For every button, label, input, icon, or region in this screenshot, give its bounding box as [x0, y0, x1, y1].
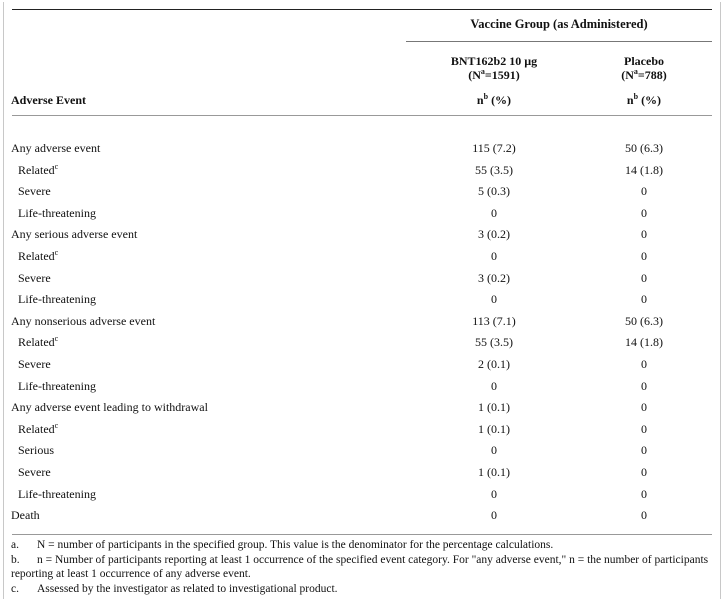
table-row: [4, 487, 720, 509]
placebo-value: 0: [641, 227, 647, 242]
placebo-value: 0: [641, 292, 647, 307]
table-top-rule: [12, 9, 712, 10]
vaccine-value: 0: [491, 486, 497, 501]
header-rule: [12, 115, 712, 116]
table-row: [4, 184, 720, 206]
vaccine-value: 0: [491, 508, 497, 523]
row-label: Life-threatening: [18, 486, 96, 501]
table-row: [4, 227, 720, 249]
vaccine-value: 1 (0.1): [478, 464, 510, 479]
row-label: Severe: [18, 270, 51, 285]
vaccine-value: 1 (0.1): [478, 400, 510, 415]
vaccine-value: 55 (3.5): [475, 162, 513, 177]
group-title: Vaccine Group (as Administered): [470, 17, 648, 31]
table-row: [4, 357, 720, 379]
placebo-value: 0: [641, 248, 647, 263]
table-row: [4, 206, 720, 228]
row-label: Severe: [18, 464, 51, 479]
vaccine-value: 0: [491, 378, 497, 393]
row-label: Related$^c$: [18, 247, 59, 263]
column-header-vaccine: [424, 54, 564, 82]
placebo-value: 0: [641, 443, 647, 458]
vaccine-value: 3 (0.2): [478, 227, 510, 242]
vaccine-value: 113 (7.1): [472, 313, 516, 328]
group-rule: [406, 41, 712, 42]
column-vaccine-name: BNT162b2 10 µg: [450, 54, 538, 68]
row-label: Life-threatening: [18, 378, 96, 393]
vaccine-value: 0: [491, 248, 497, 263]
table-row: [4, 141, 720, 163]
table-row: [4, 314, 720, 336]
placebo-value: 0: [641, 421, 647, 436]
footnote-rule: [12, 534, 712, 535]
row-label-header: Adverse Event: [11, 93, 86, 107]
table-body: [4, 141, 720, 530]
placebo-value: 14 (1.8): [625, 335, 663, 350]
vaccine-value: 5 (0.3): [478, 184, 510, 199]
placebo-value: 0: [641, 464, 647, 479]
footnote-b: b. n = Number of participants reporting at least 1 occurrence of the specified event category. For "any adverse event," n = the number of participants reporting at least 1 occurrence of any adverse event.: [11, 554, 709, 580]
table-row: [4, 379, 720, 401]
table-row: [4, 400, 720, 422]
placebo-value: 0: [641, 486, 647, 501]
vaccine-value: 0: [491, 292, 497, 307]
vaccine-value: 2 (0.1): [478, 356, 510, 371]
column-placebo-n: $(N^a=788)$: [621, 67, 667, 82]
table-row: [4, 249, 720, 271]
placebo-value: 0: [641, 205, 647, 220]
table-row: [4, 508, 720, 530]
table-row: [4, 335, 720, 357]
row-label: Life-threatening: [18, 292, 96, 307]
placebo-value: 50 (6.3): [625, 313, 663, 328]
row-label: Any adverse event leading to withdrawal: [11, 400, 208, 415]
footnote-c: c. Assessed by the investigator as related to investigational product.: [11, 583, 338, 595]
row-label: Related$^c$: [18, 161, 59, 177]
row-label: Severe: [18, 184, 51, 199]
placebo-value: 0: [641, 378, 647, 393]
adverse-event-table: [3, 2, 721, 599]
stat-header-placebo: $n^b$ (%): [626, 92, 662, 107]
vaccine-value: 0: [491, 443, 497, 458]
vaccine-value: 0: [491, 205, 497, 220]
row-label: Any adverse event: [11, 141, 101, 155]
placebo-value: 0: [641, 508, 647, 523]
row-label: Death: [11, 508, 40, 523]
vaccine-value: 55 (3.5): [475, 335, 513, 350]
row-label: Severe: [18, 356, 51, 371]
row-label: Life-threatening: [18, 205, 96, 220]
footnote-a: a. N = number of participants in the specified group. This value is the denominator for the percentage calculations.: [11, 539, 554, 551]
table-row: [4, 465, 720, 487]
placebo-value: 50 (6.3): [625, 141, 663, 155]
column-vaccine-n: $(N^a=1591)$: [468, 67, 520, 82]
row-label: Related$^c$: [18, 420, 59, 436]
vaccine-value: 3 (0.2): [478, 270, 510, 285]
table-row: [4, 292, 720, 314]
column-header-placebo: [589, 54, 699, 82]
placebo-value: 0: [641, 184, 647, 199]
placebo-value: 0: [641, 356, 647, 371]
stat-header-vaccine: $n^b$ (%): [476, 92, 512, 107]
vaccine-value: 115 (7.2): [472, 141, 516, 155]
placebo-value: 0: [641, 400, 647, 415]
placebo-value: 0: [641, 270, 647, 285]
row-label: Related$^c$: [18, 334, 59, 350]
table-row: [4, 443, 720, 465]
column-placebo-name: Placebo: [624, 54, 664, 68]
row-label: Any nonserious adverse event: [11, 313, 156, 328]
row-label: Any serious adverse event: [11, 227, 138, 242]
table-row: [4, 422, 720, 444]
table-row: [4, 271, 720, 293]
placebo-value: 14 (1.8): [625, 162, 663, 177]
row-label: Serious: [18, 443, 54, 458]
vaccine-value: 1 (0.1): [478, 421, 510, 436]
table-row: [4, 163, 720, 185]
